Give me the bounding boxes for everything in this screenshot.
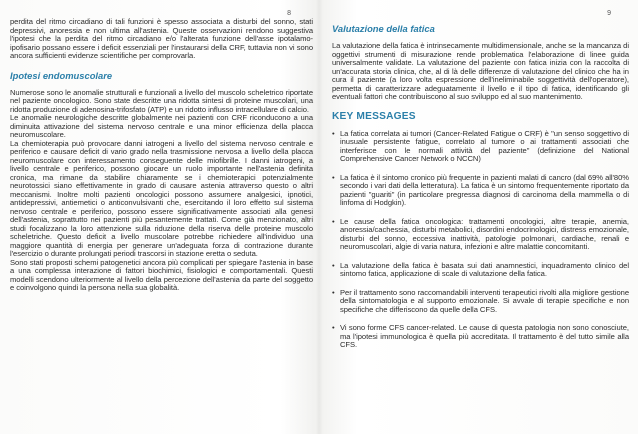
list-item — [332, 218, 629, 252]
left-body — [10, 18, 313, 61]
list-item — [332, 324, 629, 350]
valutazione-body — [332, 42, 629, 102]
paragraph: La valutazione della fatica è intrinsecamente multidimensionale, anche se la mancanza di oggettivi strumenti di misurazione rende problematica l'elaborazione di linee guida universalmente validate. La valutazione del paziente con fatica inizia con la raccolta di un'accurata storia clinica, che, al di là delle differenze di valutazione del clinico che ha in cura il paziente (a loro volta espressione dell'ineliminabile soggettività dell'operatore), permetta di caratterizzare adeguatamente il livello e il tipo di fatica, identificando gli eventuali fattori che contribuiscono al suo sviluppo ed al suo mantenimento. — [332, 41, 629, 101]
list-item — [332, 262, 629, 279]
key-messages-title: KEY MESSAGES — [332, 110, 416, 122]
endomuscolare-body — [10, 89, 313, 293]
bullet-icon: • — [332, 172, 335, 182]
section-heading-endomuscolare: Ipotesi endomuscolare — [10, 69, 113, 81]
key-message-text: Le cause della fatica oncologica: trattamenti oncologici, altre terapie, anemia, anoressia/cachessia, disturbi metabolici, disordini endocrinologici, distress emozionale, disturbi del sonno, eccessiva inattività, patologie polmonari, cardiache, renali e neuromuscolari, algie di varia natura, infezioni e altre malattie concomitanti. — [340, 216, 629, 251]
section-heading-valutazione: Valutazione della fatica — [332, 23, 435, 34]
paragraph: Le anomalie neurologiche descritte globalmente nei pazienti con CRF riconducono a una diminuita attivazione del sistema nervoso centrale e una minor efficienza della placca neuromuscolare. — [10, 113, 313, 139]
bullet-icon: • — [332, 128, 335, 138]
right-page — [319, 0, 638, 434]
bullet-icon: • — [332, 323, 335, 332]
bullet-icon: • — [332, 260, 335, 270]
list-item — [332, 130, 629, 164]
key-message-text: La valutazione della fatica è basata sui dati anamnestici, inquadramento clinico del sintomo fatica, applicazione di scale di valutazione della fatica. — [340, 260, 629, 278]
intro-paragraph: perdita del ritmo circadiano di tali funzioni è spesso associata a disturbi del sonno, stati depressivi, anoressia e non ultima all'astenia. Queste osservazioni rendono suggestiva l'ipotesi che la perdita del ritmo circadiano e/o l'alterata funzione dell'asse ipotalamo-ipofisario possano essere i deficit essenziali per l'instaurarsi della CRF, tuttavia non vi sono ancora sufficienti evidenze scientifiche per comprovarla. — [10, 17, 313, 60]
page-number-right: 9 — [607, 10, 611, 17]
paragraph: Sono stati proposti schemi patogenetici ancora più complicati per spiegare l'astenia in base a una complessa interazione di fattori biochimici, fisiologici e comportamentali. Questi modelli scendono ulteriormente al livello della percezione dell'astenia da parte del soggetto e coinvolgono quindi la persona nella sua globalità. — [10, 257, 313, 292]
list-item — [332, 174, 629, 208]
bullet-icon: • — [332, 216, 335, 226]
page-number-left: 8 — [287, 10, 291, 17]
list-item — [332, 289, 629, 315]
key-message-text: La fatica correlata ai tumori (Cancer-Related Fatigue o CRF) è "un senso soggettivo di inusuale persistente fatigue, correlato al tumore o ai trattamenti associati che interferisce con le normali attività del paziente" (definizione del National Comprehensive Cancer Network o NCCN) — [340, 128, 629, 163]
bullet-icon: • — [332, 287, 335, 297]
key-message-text: La fatica è il sintomo cronico più frequente in pazienti malati di cancro (dal 69% all'80% secondo i vari dati della letteratura). La fatica è un sintomo frequentemente riportato da pazienti "guariti" (in particolare pregressa diagnosi di carcinoma della mammella o di linfoma di Hodgkin). — [340, 172, 629, 207]
key-message-text: Per il trattamento sono raccomandabili interventi terapeutici rivolti alla migliore gestione della sintomatologia e al supporto emozionale. Si avvale di terapie specifiche e non specifiche che differiscono da quelle della CFS. — [340, 287, 629, 314]
paragraph: La chemioterapia può provocare danni iatrogeni a livello del sistema nervoso centrale e periferico e causare deficit di vario grado nella trasmissione nervosa a livello della placca neuromuscolare con interessamento conseguente delle miofibrille. I danni iatrogeni, a livello centrale e periferico, possono giocare un ruolo importante nell'astenia definita cronica, ma rimane da stabilire chiaramente se i chemioterapici potenzialmente neurotossici siano effettivamente in grado di causare astenia attraverso questo o altri meccanismi. Inoltre molti pazienti oncologici possono assumere analgesici, ipnotici, antidepressivi, antiemetici o anticonvulsivanti che, esercitando il loro effetto sul sistema nervoso centrale e periferico, possono essere significativamente associati alla genesi dell'astenia, soprattutto nei pazienti più pesantemente trattati. Come già menzionato, altri studi focalizzano la loro attenzione sulla riduzione della riserva delle proteine muscolo scheletriche. Questo deficit a livello muscolare potrebbe richiedere all'individuo una maggiore quantità di energia per generare un'adeguata forza di contrazione durante l'esercizio o durante prolungati periodi trascorsi in stazione eretta o seduta. — [10, 138, 313, 258]
key-messages-list — [332, 130, 629, 350]
key-message-text: Vi sono forme CFS cancer-related. Le cause di questa patologia non sono conosciute, ma l'ipotesi immunologica è quella più accreditata. Il trattamento è del tutto simile alla CFS. — [340, 323, 629, 349]
paragraph: Numerose sono le anomalie strutturali e funzionali a livello del muscolo scheletrico riportate nel paziente oncologico. Sono state descritte una ridotta sintesi di proteine muscolari, una ridotta produzione di adenosina-trifosfato (ATP) e un ridotto influsso intracellulare di calcio. — [10, 87, 313, 114]
